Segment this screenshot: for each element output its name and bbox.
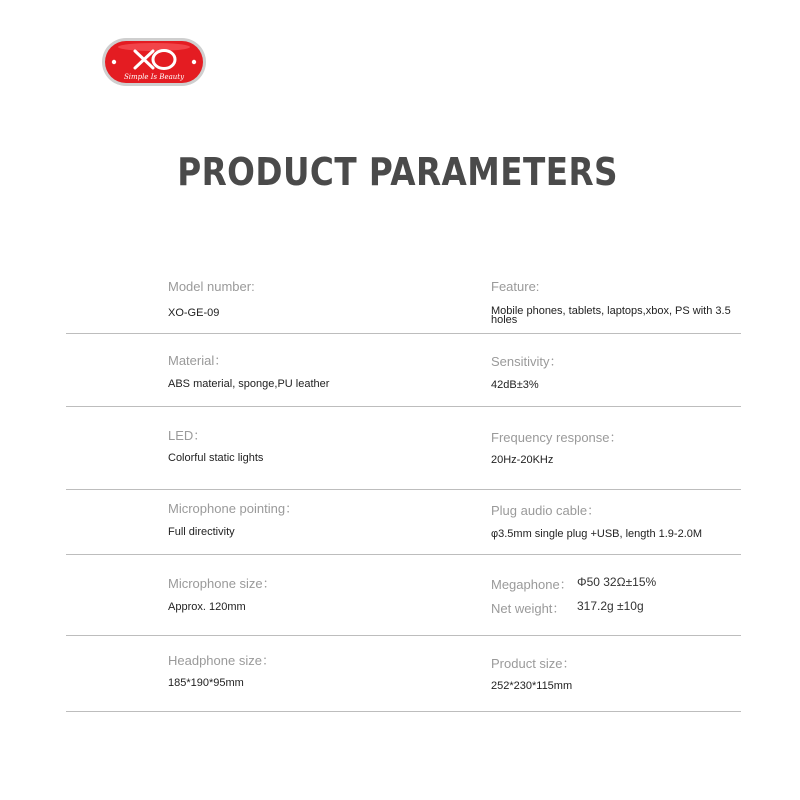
spec-label: Feature: [491,279,540,294]
spec-label: Model number: [168,279,255,294]
spec-row [66,490,741,555]
spec-label: Product size： [491,656,576,671]
spec-value: XO-GE-09 [168,307,220,319]
spec-label: Material： [168,353,228,368]
spec-label: Headphone size： [168,653,275,668]
spec-value: Approx. 120mm [168,601,246,613]
spec-value: Φ50 32Ω±15% [577,575,657,589]
spec-label: Microphone pointing： [168,501,299,516]
spec-label: Frequency response： [491,430,623,445]
spec-value: 20Hz-20KHz [491,454,554,466]
spec-label: Plug audio cable： [491,503,601,518]
logo-tagline: Simple Is Beauty [123,73,185,81]
xo-logo [101,37,207,87]
spec-row [66,636,741,712]
spec-row [66,407,741,490]
spec-value: 317.2g ±10g [577,599,644,613]
spec-table [66,262,741,712]
spec-value: Full directivity [168,526,235,538]
spec-label: Megaphone： [491,577,573,592]
spec-row [66,555,741,636]
spec-label: LED： [168,428,207,443]
spec-value: 252*230*115mm [491,680,573,692]
spec-row [66,334,741,407]
spec-label: Sensitivity： [491,354,563,369]
spec-value: φ3.5mm single plug +USB, length 1.9-2.0M [491,528,703,540]
spec-value: Mobile phones, tablets, laptops,xbox, PS with 3.5 holes [491,305,731,326]
spec-label: Microphone size： [168,576,276,591]
spec-value: 185*190*95mm [168,677,244,689]
spec-value: ABS material, sponge,PU leather [168,378,330,390]
page-title: PRODUCT PARAMETERS [177,150,619,194]
spec-label: Net weight： [491,601,566,616]
spec-row [66,262,741,334]
spec-value: 42dB±3% [491,379,539,391]
spec-value: Colorful static lights [168,452,264,464]
